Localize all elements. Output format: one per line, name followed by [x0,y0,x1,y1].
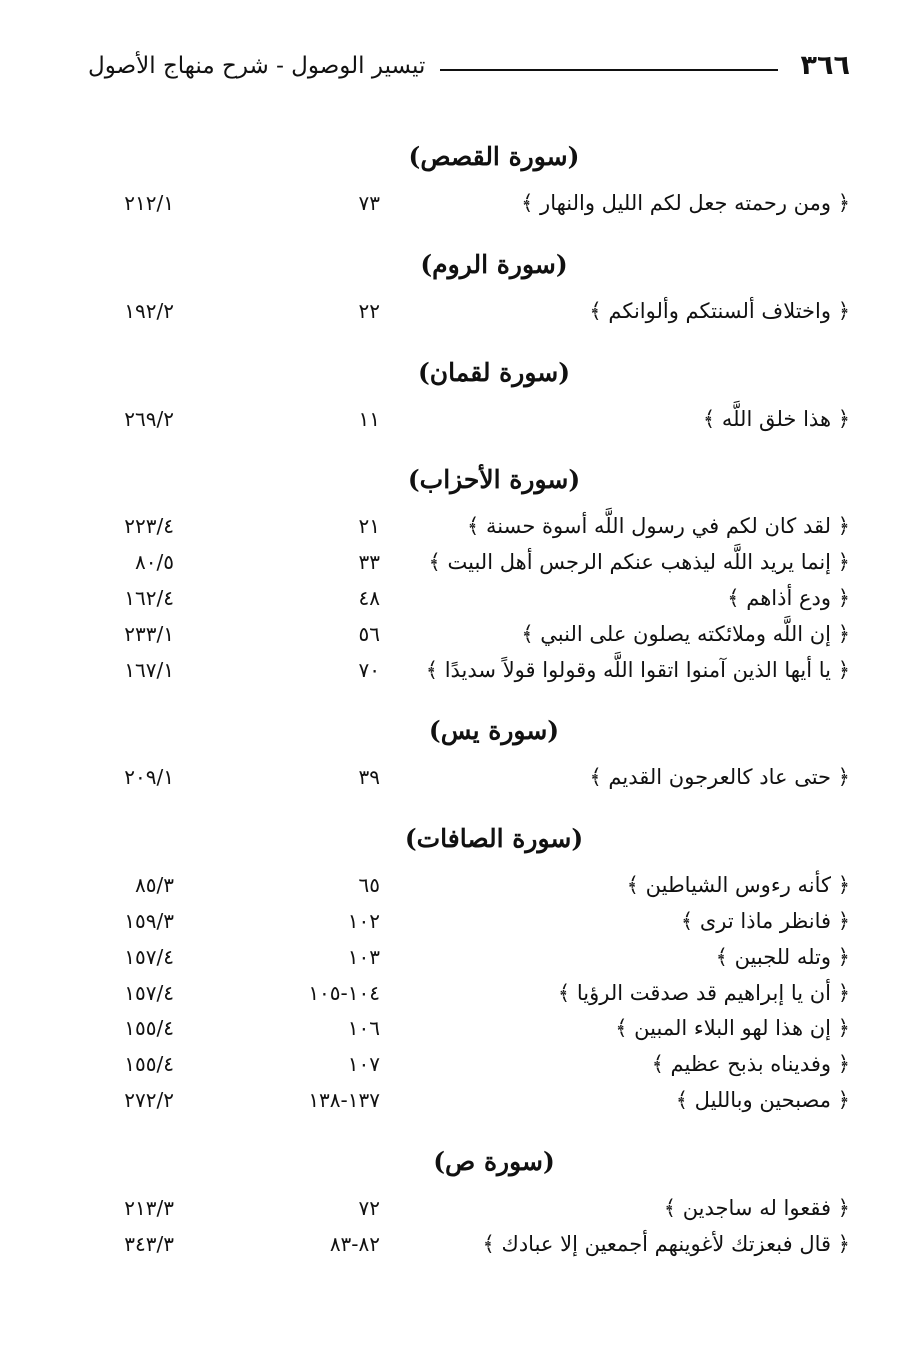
ayah-number: ١٠٤-١٠٥ [308,980,380,1005]
verse-text: ﴿ مصبحين وبالليل ﴾ [675,1087,850,1112]
verse-row [100,760,850,796]
surah-heading: (سورة الأحزاب) [407,465,581,495]
ayah-number: ٣٣ [358,550,380,575]
ayah-number: ٧٠ [358,657,380,682]
verse-row [100,545,850,581]
surah-heading: (سورة ص) [433,1146,555,1176]
verse-row [100,581,850,617]
verse-text: ﴿ ومن رحمته جعل لكم الليل والنهار ﴾ [521,191,850,215]
volume-page-reference: ١٥٧/٤ [124,944,174,969]
ayah-number: ١٠٦ [347,1016,380,1041]
ayah-number: ٤٨ [358,585,380,610]
surah-heading: (سورة لقمان) [417,357,571,387]
verse-index [100,128,850,1262]
volume-page-reference: ١٥٧/٤ [124,980,174,1005]
page-number: ٣٦٦ [800,50,850,81]
running-title: تيسير الوصول - شرح منهاج الأصول [88,53,426,79]
verse-row [100,653,850,689]
verse-row [100,868,850,904]
verse-text: ﴿ فقعوا له ساجدين ﴾ [663,1195,850,1220]
verse-row [100,940,850,976]
verse-row [100,617,850,653]
ayah-number: ٦٥ [358,873,380,898]
verse-row [100,402,850,438]
surah-heading: (سورة الروم) [420,249,568,279]
volume-page-reference: ٢٦٩/٢ [124,406,174,431]
volume-page-reference: ٢١٢/١ [124,191,174,215]
verse-row [100,186,850,222]
ayah-number: ٥٦ [358,621,380,646]
volume-page-reference: ٢٢٣/٤ [124,514,174,539]
verse-row [100,976,850,1012]
volume-page-reference: ٣٤٣/٣ [124,1231,174,1256]
volume-page-reference: ١٦٧/١ [124,657,174,682]
surah-heading: (سورة القصص) [408,142,580,171]
verse-row [100,1083,850,1119]
verse-text: ﴿ إن هذا لهو البلاء المبين ﴾ [615,1016,850,1041]
verse-text: ﴿ قال فبعزتك لأغوينهم أجمعين إلا عبادك ﴾ [482,1231,850,1256]
volume-page-reference: ١٥٩/٣ [124,908,174,933]
ayah-number: ٧٣ [358,191,380,215]
surah-heading: (سورة يس) [428,716,560,746]
volume-page-reference: ٢٠٩/١ [124,765,174,790]
volume-page-reference: ١٩٢/٢ [124,298,174,323]
verse-text: ﴿ حتى عاد كالعرجون القديم ﴾ [589,765,850,790]
verse-text: ﴿ إنما يريد اللَّه ليذهب عنكم الرجس أهل البيت ﴾ [428,550,850,575]
ayah-number: ١٠٢ [347,908,380,933]
ayah-number: ٨٢-٨٣ [329,1231,380,1256]
volume-page-reference: ٢٧٢/٢ [124,1087,174,1112]
verse-row [100,1047,850,1083]
ayah-number: ٧٢ [358,1195,380,1220]
verse-row [100,904,850,940]
volume-page-reference: ١٦٢/٤ [124,585,174,610]
volume-page-reference: ١٥٥/٤ [124,1016,174,1041]
verse-row [100,294,850,330]
verse-text: ﴿ هذا خلق اللَّه ﴾ [702,406,850,431]
volume-page-reference: ١٥٥/٤ [124,1052,174,1077]
ayah-number: ١٠٣ [347,944,380,969]
verse-row [100,1011,850,1047]
verse-text: ﴿ يا أيها الذين آمنوا اتقوا اللَّه وقولوا قولاً سديدًا ﴾ [425,657,850,682]
volume-page-reference: ٢١٣/٣ [124,1195,174,1220]
ayah-number: ٢١ [358,514,380,539]
ayah-number: ٢٢ [358,298,380,323]
volume-page-reference: ٨٠/٥ [135,550,174,575]
verse-text: ﴿ كأنه رءوس الشياطين ﴾ [626,873,850,898]
verse-text: ﴿ وفديناه بذبح عظيم ﴾ [651,1052,850,1077]
verse-text: ﴿ ودع أذاهم ﴾ [727,585,850,610]
volume-page-reference: ٢٣٣/١ [124,621,174,646]
verse-row [100,1191,850,1227]
ayah-number: ١٣٧-١٣٨ [308,1087,380,1112]
header-rule [440,69,778,71]
page-header [88,48,850,92]
surah-heading: (سورة الصافات) [404,824,584,854]
verse-row [100,1227,850,1263]
ayah-number: ١٠٧ [347,1052,380,1077]
volume-page-reference: ٨٥/٣ [135,873,174,898]
verse-text: ﴿ إن اللَّه وملائكته يصلون على النبي ﴾ [521,621,850,646]
verse-text: ﴿ وتله للجبين ﴾ [715,944,850,969]
verse-text: ﴿ لقد كان لكم في رسول اللَّه أسوة حسنة ﴾ [467,514,850,539]
verse-text: ﴿ واختلاف ألسنتكم وألوانكم ﴾ [589,298,850,323]
ayah-number: ٣٩ [358,765,380,790]
verse-text: ﴿ فانظر ماذا ترى ﴾ [680,908,850,933]
ayah-number: ١١ [358,406,380,431]
verse-row [100,509,850,545]
verse-text: ﴿ أن يا إبراهيم قد صدقت الرؤيا ﴾ [557,980,850,1005]
